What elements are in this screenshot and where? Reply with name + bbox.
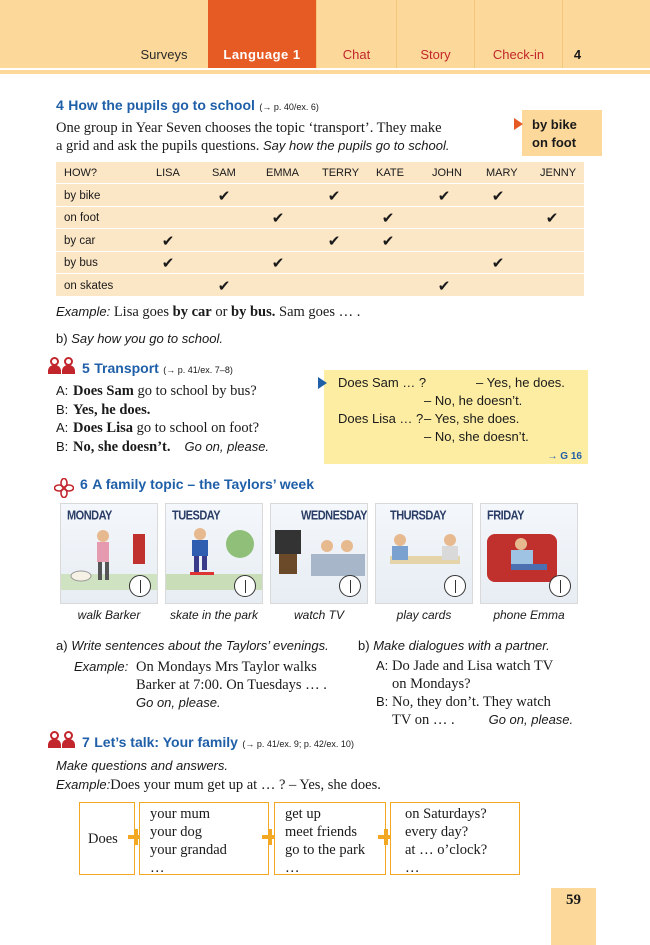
- picture-caption: walk Barker: [77, 608, 141, 622]
- day-label: THURSDAY: [390, 508, 447, 524]
- arrow-right-icon: [318, 377, 327, 389]
- box-option: on Saturdays?: [405, 806, 487, 822]
- go-on-prompt: Go on, please.: [488, 712, 574, 727]
- grammar-question: Does Lisa … ?: [338, 411, 424, 426]
- speaker-label: A:: [56, 420, 69, 435]
- clock-icon: [444, 575, 466, 597]
- tab-check-in[interactable]: Check-in: [474, 0, 562, 68]
- pair-work-icon: [48, 731, 76, 749]
- go-on-prompt: Go on, please.: [136, 695, 221, 710]
- exercise-title: A family topic – the Taylors’ week: [92, 476, 314, 492]
- exercise-7-subtitle: Make questions and answers.: [56, 758, 228, 773]
- picture-monday: [60, 503, 158, 604]
- tab-chat[interactable]: Chat: [316, 0, 396, 68]
- exercise-number: 4: [56, 97, 64, 113]
- picture-caption: skate in the park: [169, 608, 259, 622]
- dialog-text: go to school by bus?: [133, 383, 257, 399]
- tick-mark-icon: ✔: [271, 255, 285, 272]
- grammar-answer: – Yes, she does.: [424, 411, 520, 426]
- speaker-label: A:: [376, 658, 389, 673]
- exercise-7-example: [56, 777, 381, 794]
- sidebox-item: on foot: [532, 135, 577, 150]
- grammar-question: Does Sam … ?: [338, 375, 427, 390]
- example-text: Barker at 7:00. On Tuesdays … .: [136, 677, 327, 693]
- exercise-6a: [56, 638, 329, 653]
- tick-mark-icon: ✔: [437, 187, 451, 205]
- go-on-prompt: Go on, please.: [184, 438, 270, 454]
- tick-mark-icon: ✔: [327, 187, 341, 205]
- grid-row-label: by car: [64, 234, 96, 247]
- exercise-title: Transport: [94, 360, 159, 376]
- exercise-number: 5: [82, 360, 90, 376]
- dialog-line: [56, 419, 269, 438]
- exercise-5-dialog: [56, 382, 269, 456]
- box-option: every day?: [405, 824, 469, 840]
- page-number: 59: [551, 888, 596, 945]
- grid-row: [56, 207, 584, 229]
- exercise-6a-example: [74, 658, 327, 712]
- grid-column-header: LISA: [156, 167, 180, 179]
- grid-row: [56, 252, 584, 274]
- box-option: at … o’clock?: [405, 842, 488, 858]
- grid-row: [56, 275, 584, 297]
- grid-row: [56, 185, 584, 207]
- flower-icon: [54, 478, 74, 498]
- example-text: or: [211, 304, 232, 320]
- picture-caption: play cards: [396, 608, 452, 622]
- grid-column-header: JENNY: [540, 167, 577, 179]
- exercise-number: 7: [82, 734, 90, 750]
- speaker-label: A:: [56, 383, 69, 398]
- example-bold: by car: [172, 304, 212, 320]
- task-label: b): [56, 331, 68, 346]
- dialog-text: Do Jade and Lisa watch TV: [392, 658, 554, 674]
- header-divider: [0, 70, 650, 74]
- grammar-answer: – No, he doesn’t.: [424, 393, 523, 408]
- grid-row: [56, 230, 584, 252]
- tick-mark-icon: ✔: [271, 210, 285, 227]
- dialog-bold: Yes, he does.: [73, 401, 151, 418]
- tick-mark-icon: ✔: [437, 277, 451, 295]
- grid-row-label: by bike: [64, 189, 101, 202]
- task-label: b): [358, 638, 370, 653]
- task-text: Make dialogues with a partner.: [373, 638, 550, 653]
- tick-mark-icon: ✔: [491, 187, 505, 205]
- picture-friday: [480, 503, 578, 604]
- dialog-line: [56, 438, 269, 457]
- exercise-6b-dialog: [376, 657, 596, 729]
- tick-mark-icon: ✔: [491, 255, 505, 272]
- tick-mark-icon: ✔: [545, 210, 559, 227]
- dialog-text: TV on … .: [392, 712, 455, 728]
- tick-mark-icon: ✔: [327, 232, 341, 250]
- task-text: Write sentences about the Taylors’ evenings.: [71, 638, 329, 653]
- exercise-4b: [56, 331, 223, 346]
- speaker-label: B:: [56, 438, 69, 454]
- picture-tuesday: [165, 503, 263, 604]
- example-text: Does your mum get up at … ? – Yes, she does.: [110, 777, 381, 793]
- intro-instruction: Say how the pupils go to school.: [259, 138, 450, 153]
- example-text: Sam goes … .: [275, 304, 361, 320]
- grid-corner-label: HOW?: [64, 167, 97, 179]
- day-label: WEDNESDAY: [301, 508, 367, 524]
- tab-story[interactable]: Story: [396, 0, 474, 68]
- box-option: your dog: [150, 824, 202, 840]
- dialog-line: [56, 401, 269, 420]
- picture-thursday: [375, 503, 473, 604]
- picture-caption: phone Emma: [493, 608, 565, 622]
- substitution-box-time: [390, 802, 520, 875]
- grid-column-header: KATE: [376, 167, 404, 179]
- clock-icon: [234, 575, 256, 597]
- day-label: FRIDAY: [487, 508, 524, 524]
- tick-mark-icon: ✔: [381, 232, 395, 250]
- example-text: Lisa goes: [110, 304, 173, 320]
- grid-column-header: EMMA: [266, 167, 299, 179]
- grid-row-label: by bus: [64, 257, 98, 269]
- tick-mark-icon: ✔: [161, 255, 175, 272]
- exercise-reference: (→ p. 41/ex. 9; p. 42/ex. 10): [242, 739, 354, 749]
- example-text: On Mondays Mrs Taylor walks: [136, 659, 317, 675]
- clock-icon: [339, 575, 361, 597]
- exercise-5-heading: [82, 360, 233, 378]
- exercise-4-intro: [56, 119, 516, 155]
- exercise-title: How the pupils go to school: [68, 97, 255, 113]
- picture-caption: watch TV: [293, 608, 344, 622]
- intro-line-1: One group in Year Seven chooses the topic ‘transport’. They make: [56, 120, 442, 136]
- substitution-box-verb: [274, 802, 386, 875]
- box-option: meet friends: [285, 824, 358, 840]
- grid-column-header: MARY: [486, 167, 518, 179]
- exercise-6-heading: [80, 476, 314, 494]
- clock-icon: [549, 575, 571, 597]
- box-option: go to the park: [285, 842, 366, 858]
- example-bold: by bus.: [231, 304, 276, 320]
- dialog-bold: Does Sam: [73, 383, 134, 399]
- example-label: Example:: [56, 304, 111, 319]
- tab-surveys[interactable]: Surveys: [140, 47, 188, 62]
- pair-work-icon: [48, 357, 76, 375]
- grid-row-label: on skates: [64, 279, 114, 292]
- speaker-label: B:: [376, 694, 389, 709]
- box-option: …: [150, 860, 165, 876]
- task-label: a): [56, 638, 68, 653]
- exercise-4-heading: [56, 97, 319, 115]
- dialog-text: No, they don’t. They watch: [392, 694, 551, 710]
- arrow-right-icon: [514, 118, 523, 130]
- exercise-4-example: [56, 304, 360, 321]
- sidebox-item: by bike: [532, 117, 577, 132]
- dialog-bold: No, she doesn’t.: [73, 438, 171, 455]
- example-label: Example:: [74, 659, 129, 674]
- grid-column-header: SAM: [212, 167, 236, 179]
- dialog-text: on Mondays?: [392, 676, 471, 692]
- grid-row-label: on foot: [64, 212, 100, 224]
- exercise-7-heading: [82, 734, 354, 752]
- tick-mark-icon: ✔: [161, 232, 175, 250]
- grammar-box: [324, 370, 588, 464]
- header-bar: [0, 0, 650, 68]
- tick-mark-icon: ✔: [217, 277, 231, 295]
- dialog-bold: Does Lisa: [73, 420, 134, 436]
- tab-language-1[interactable]: Language 1: [208, 0, 316, 68]
- exercise-number: 6: [80, 476, 88, 492]
- grid-header-row: [56, 162, 584, 184]
- tick-mark-icon: ✔: [217, 187, 231, 205]
- box-option: get up: [285, 806, 321, 822]
- exercise-title: Let’s talk: Your family: [94, 734, 238, 750]
- dialog-line: [56, 382, 269, 401]
- day-label: TUESDAY: [172, 508, 221, 524]
- dialog-text: go to school on foot?: [133, 420, 260, 436]
- box-option: …: [405, 860, 420, 876]
- grammar-answer: – No, she doesn’t.: [424, 429, 529, 444]
- grid-column-header: JOHN: [432, 167, 462, 179]
- substitution-box-subject: [139, 802, 269, 875]
- exercise-reference: (→ p. 40/ex. 6): [259, 102, 319, 112]
- box-option: your grandad: [150, 842, 227, 858]
- vocab-sidebox: [522, 110, 602, 156]
- box-text: Does: [88, 831, 118, 847]
- picture-wednesday: [270, 503, 368, 604]
- unit-number: 4: [562, 0, 592, 68]
- substitution-box-does: [79, 802, 135, 875]
- task-text: Say how you go to school.: [71, 331, 223, 346]
- intro-line-2: a grid and ask the pupils questions.: [56, 138, 260, 154]
- box-option: …: [285, 860, 300, 876]
- example-label: Example:: [56, 777, 111, 792]
- exercise-6b: [358, 638, 550, 653]
- clock-icon: [129, 575, 151, 597]
- grammar-answer: – Yes, he does.: [476, 375, 565, 390]
- exercise-reference: (→ p. 41/ex. 7–8): [163, 365, 233, 375]
- transport-grid: [56, 162, 584, 296]
- grid-column-header: TERRY: [322, 167, 360, 179]
- tick-mark-icon: ✔: [381, 210, 395, 227]
- day-label: MONDAY: [67, 508, 112, 524]
- grammar-reference[interactable]: → G 16: [547, 451, 582, 462]
- box-option: your mum: [150, 806, 211, 822]
- speaker-label: B:: [56, 401, 69, 417]
